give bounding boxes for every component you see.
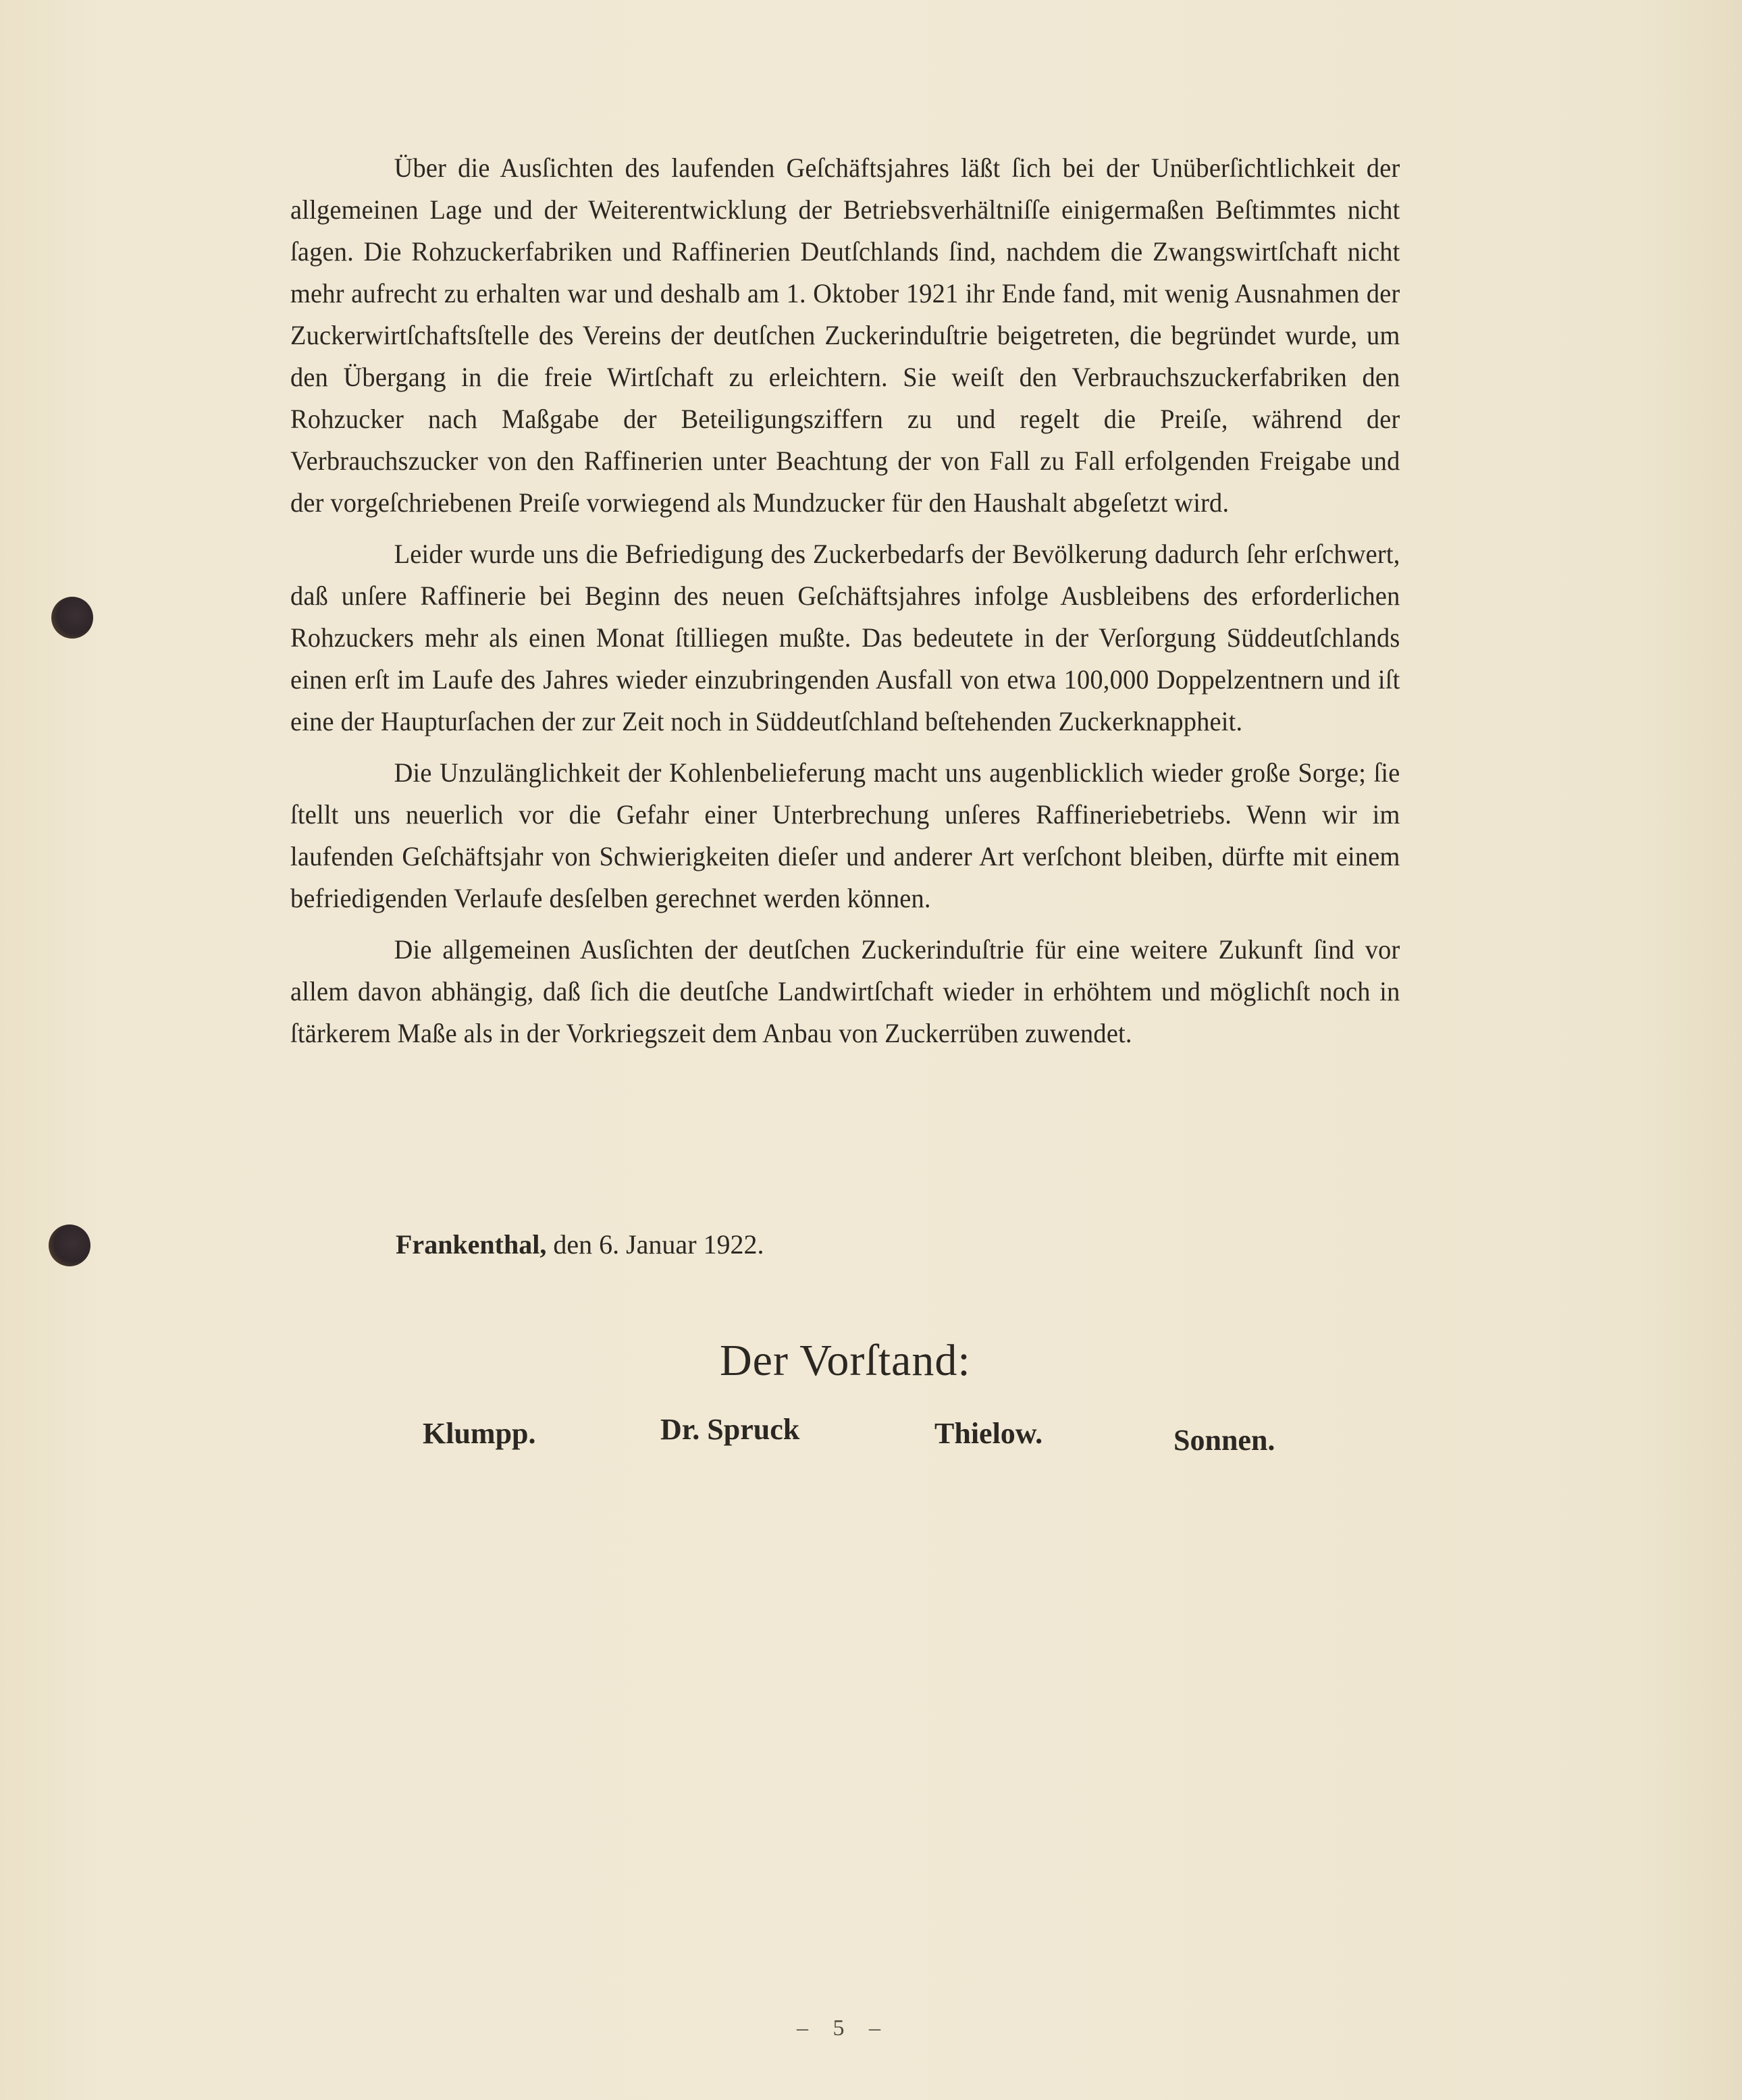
page-number: – 5 – bbox=[797, 2016, 890, 2041]
place: Frankenthal, bbox=[396, 1229, 547, 1260]
punch-hole bbox=[51, 597, 93, 639]
signature-thielow: Thielow. bbox=[934, 1417, 1043, 1450]
signatures bbox=[423, 1413, 1368, 1470]
signature-spruck: Dr. Spruck bbox=[660, 1413, 800, 1446]
signature-klumpp: Klumpp. bbox=[423, 1417, 536, 1450]
place-date-line bbox=[396, 1229, 764, 1260]
body-text bbox=[290, 147, 1400, 1064]
date: den 6. Januar 1922. bbox=[553, 1229, 764, 1260]
punch-hole bbox=[49, 1224, 90, 1266]
paragraph-outlook: Über die Ausſichten des laufenden Geſchäftsjahres läßt ſich bei der Unüberſichtlichkeit der allgemeinen Lage und der Weiterentwicklung der Betriebsverhältniſſe einigermaßen Beſtimmtes nicht ſagen. Die Rohzuckerfabriken und Raffinerien Deutſchlands ſind, nachdem die Zwangswirtſchaft nicht mehr aufrecht zu erhalten war und deshalb am 1. Oktober 1921 ihr Ende fand, mit wenig Ausnahmen der Zuckerwirtſchaftsſtelle des Vereins der deutſchen Zuckerinduſtrie beigetreten, die begründet wurde, um den Übergang in die freie Wirtſchaft zu erleichtern. Sie weiſt den Verbrauchszuckerfabriken den Rohzucker nach Maßgabe der Beteiligungsziffern zu und regelt die Preiſe, während der Verbrauchszucker von den Raffinerien unter Beachtung der von Fall zu Fall erfolgenden Freigabe und der vorgeſchriebenen Preiſe vorwiegend als Mundzucker für den Haushalt abgeſetzt wird. bbox=[290, 153, 1400, 518]
board-title: Der Vorſtand: bbox=[720, 1336, 971, 1385]
signature-sonnen: Sonnen. bbox=[1173, 1424, 1275, 1457]
paragraph-coal: Die Unzulänglichkeit der Kohlenbelieferung macht uns augenblicklich wieder große Sorge; ſie ſtellt uns neuerlich vor die Gefahr einer Unterbrechung unſeres Raffineriebetriebs. Wenn wir im laufenden Geſchäftsjahr von Schwierigkeiten dieſer und anderer Art verſchont bleiben, dürfte mit einem befriedigenden Verlaufe desſelben gerechnet werden können. bbox=[290, 757, 1400, 913]
paragraph-supply: Leider wurde uns die Befriedigung des Zuckerbedarfs der Bevölkerung dadurch ſehr erſchwert, daß unſere Raffinerie bei Beginn des neuen Geſchäftsjahres infolge Ausbleibens des erforderlichen Rohzuckers mehr als einen Monat ſtilliegen mußte. Das bedeutete in der Verſorgung Süddeutſchlands einen erſt im Laufe des Jahres wieder einzubringenden Ausfall von etwa 100,000 Doppelzentnern und iſt eine der Haupturſachen der zur Zeit noch in Süddeutſchland beſtehenden Zuckerknappheit. bbox=[290, 539, 1400, 736]
paragraph-future: Die allgemeinen Ausſichten der deutſchen Zuckerinduſtrie für eine weitere Zukunft ſind vor allem davon abhängig, daß ſich die deutſche Landwirtſchaft wieder in erhöhtem und möglichſt noch in ſtärkerem Maße als in der Vorkriegszeit dem Anbau von Zuckerrüben zuwendet. bbox=[290, 934, 1400, 1048]
